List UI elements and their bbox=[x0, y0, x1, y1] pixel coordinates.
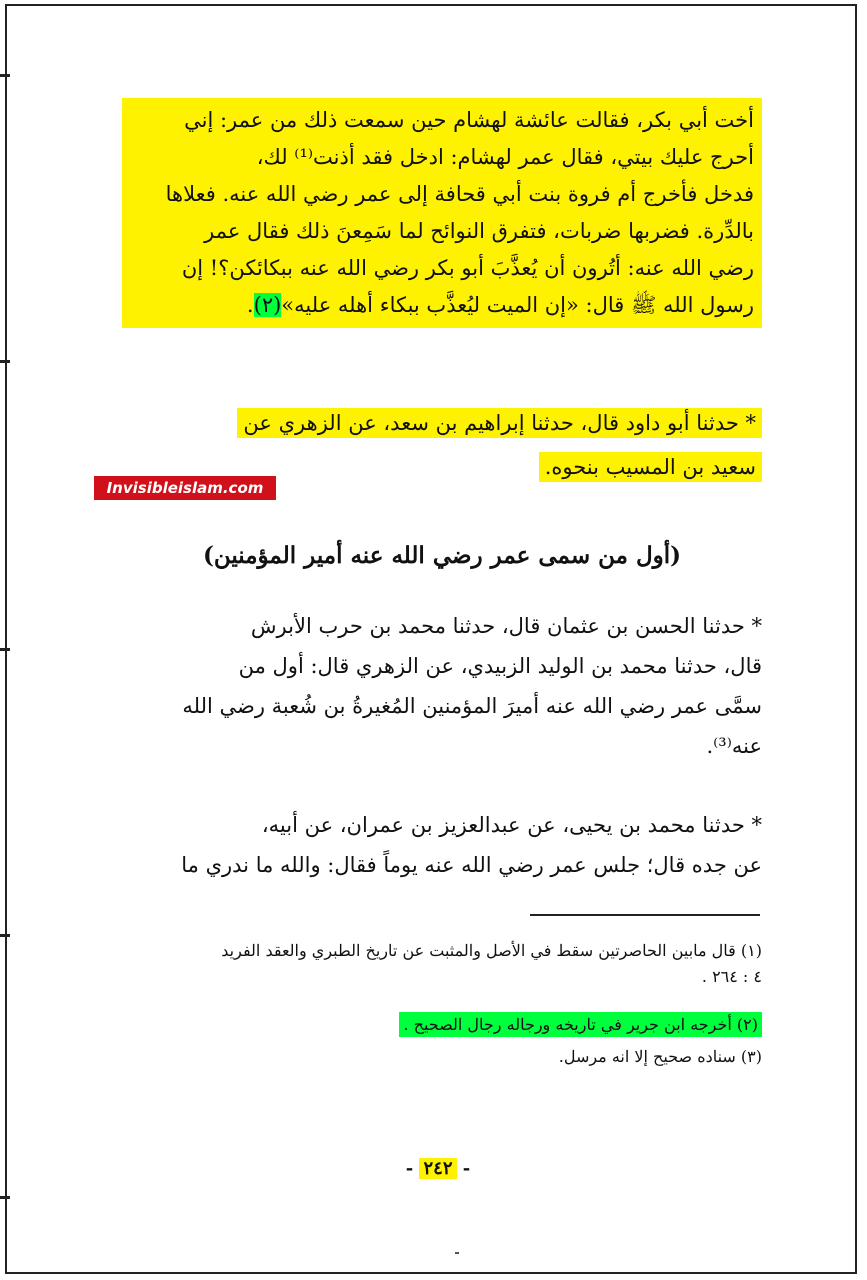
text-line bbox=[130, 287, 754, 324]
page-number: - ٢٤٢ - bbox=[405, 1158, 471, 1179]
footnote-2 bbox=[122, 1012, 762, 1038]
text-line: قال، حدثنا محمد بن الوليد الزبيدي، عن الزهري قال: أول من bbox=[238, 654, 762, 678]
text-line: أخت أبي بكر، فقالت عائشة لهشام حين سمعت ذلك من عمر: إني bbox=[184, 108, 754, 132]
footnote-line: (١) قال مابين الحاصرتين سقط في الأصل والمثبت عن تاريخ الطبري والعقد الفريد bbox=[221, 941, 762, 960]
footnote-3: (٣) سناده صحيح إلا انه مرسل. bbox=[558, 1047, 762, 1066]
margin-tick bbox=[0, 1196, 10, 1199]
text-line: * حدثنا محمد بن يحيى، عن عبدالعزيز بن عمران، عن أبيه، bbox=[261, 813, 762, 837]
paragraph-3 bbox=[122, 606, 762, 766]
watermark-logo: Invisibleislam.com bbox=[94, 476, 276, 500]
text-line: سمَّى عمر رضي الله عنه أميرَ المؤمنين المُغيرةُ بن شُعبة رضي الله bbox=[182, 694, 762, 718]
text-line: فدخل فأخرج أم فروة بنت أبي قحافة إلى عمر رضي الله عنه. فعلاها bbox=[165, 182, 754, 206]
footnote-ref: (٢) bbox=[253, 293, 282, 317]
text-line: عنه⁽³⁾. bbox=[706, 734, 762, 758]
text-line: * حدثنا الحسن بن عثمان قال، حدثنا محمد بن حرب الأبرش bbox=[250, 614, 762, 638]
text-line: بالدِّرة. فضربها ضربات، فتفرق النوائح لما سَمِعنَ ذلك فقال عمر bbox=[204, 219, 754, 243]
scan-mark bbox=[455, 1252, 459, 1254]
footnote-separator bbox=[530, 914, 760, 916]
text-line: عن جده قال؛ جلس عمر رضي الله عنه يوماً فقال: والله ما ندري ما bbox=[181, 853, 762, 877]
page-number-value: ٢٤٢ bbox=[419, 1158, 456, 1179]
highlighted-text: * حدثنا أبو داود قال، حدثنا إبراهيم بن سعد، عن الزهري عن bbox=[237, 408, 762, 438]
text-line bbox=[122, 404, 762, 442]
line-end: . bbox=[246, 293, 254, 317]
margin-tick bbox=[0, 648, 10, 651]
highlighted-text: سعيد بن المسيب بنحوه. bbox=[539, 452, 762, 482]
footnote-1 bbox=[122, 938, 762, 990]
paragraph-4 bbox=[122, 805, 762, 885]
paragraph-1 bbox=[122, 98, 762, 328]
paragraph-2 bbox=[122, 404, 762, 486]
margin-tick bbox=[0, 74, 10, 77]
footnote-line: ٤ : ٢٦٤ . bbox=[701, 967, 762, 986]
highlighted-footnote: (٢) أخرجه ابن جرير في تاريخه ورجاله رجال الصحيح . bbox=[399, 1012, 762, 1037]
text-line-content: رسول الله ﷺ قال: «إن الميت ليُعذَّب ببكاء أهله عليه» bbox=[281, 293, 754, 317]
text-line: رضي الله عنه: أتُرون أن يُعذَّبَ أبو بكر رضي الله عنه ببكائكن؟! إن bbox=[181, 256, 754, 280]
text-line: أحرج عليك بيتي، فقال عمر لهشام: ادخل فقد أذنت⁽¹⁾ لك، bbox=[256, 145, 754, 169]
margin-tick bbox=[0, 934, 10, 937]
section-heading: (أول من سمى عمر رضي الله عنه أمير المؤمنين) bbox=[202, 542, 682, 569]
margin-tick bbox=[0, 360, 10, 363]
